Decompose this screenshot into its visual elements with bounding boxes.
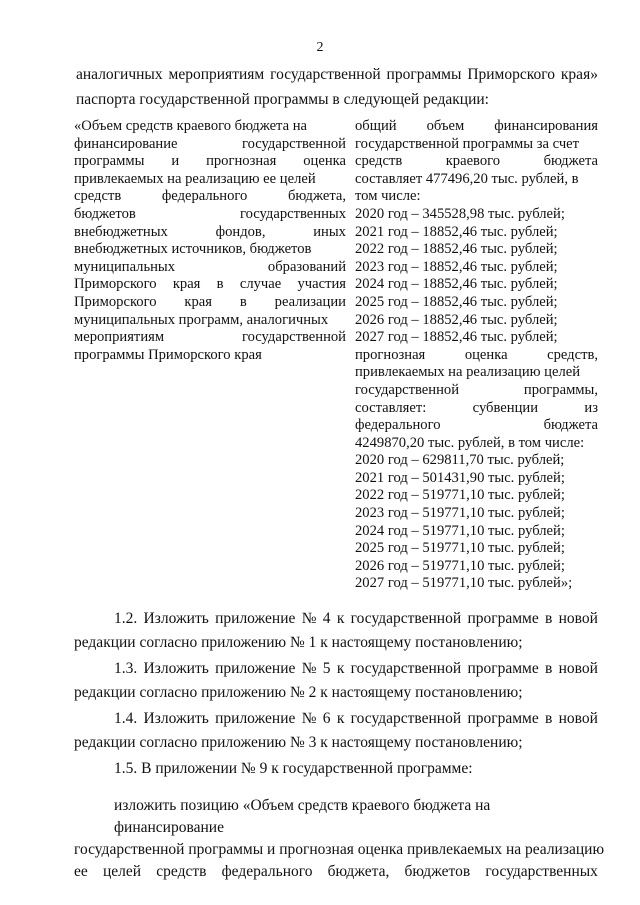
paragraph-first-line: 1.3. Изложить приложение № 5 к государственной программе в новой <box>114 660 598 677</box>
paragraph-continuation-line: редакции согласно приложению № 1 к настоящему постановлению; <box>74 634 523 651</box>
passport-left-line: бюджетов государственных <box>74 205 346 222</box>
page-number: 2 <box>316 40 324 55</box>
passport-right-line: 2022 год – 519771,10 тыс. рублей; <box>355 487 565 504</box>
paragraph-1-2 <box>74 607 598 655</box>
passport-right-line: 2020 год – 345528,98 тыс. рублей; <box>355 205 565 222</box>
intro-line-2: паспорта государственной программы в следующей редакции: <box>76 91 489 108</box>
paragraph-continuation-line: редакции согласно приложению № 3 к настоящему постановлению; <box>74 734 523 751</box>
passport-right-line: 2027 год – 519771,10 тыс. рублей»; <box>355 575 573 592</box>
passport-right-line: 2023 год – 18852,46 тыс. рублей; <box>355 258 558 275</box>
passport-left-line: привлекаемых на реализацию ее целей <box>74 170 316 187</box>
passport-left-line: муниципальных программ, аналогичных <box>74 311 329 328</box>
passport-left-line: программы и прогнозная оценка <box>74 153 346 170</box>
passport-left-line: программы Приморского края <box>74 346 262 363</box>
passport-left-line: Приморского края в реализации <box>74 293 346 310</box>
paragraph-continuation-line: редакции согласно приложению № 2 к настоящему постановлению; <box>74 684 523 701</box>
passport-right-line: 2024 год – 18852,46 тыс. рублей; <box>355 276 558 293</box>
final-paragraph-line-1: изложить позицию «Объем средств краевого бюджета на финансирование <box>114 797 491 836</box>
passport-left-line: внебюджетных источников, бюджетов <box>74 241 312 258</box>
passport-right-line: 2027 год – 18852,46 тыс. рублей; <box>355 329 558 346</box>
passport-right-line: общий объем финансирования <box>355 118 598 134</box>
passport-left-line: финансирование государственной <box>74 135 346 152</box>
passport-right-line: 4249870,20 тыс. рублей, в том числе: <box>355 434 585 451</box>
passport-left-line: муниципальных образований <box>74 258 346 275</box>
final-paragraph-line-2: государственной программы и прогнозная оценка привлекаемых на реализацию <box>74 841 605 858</box>
passport-right-line: государственной программы, <box>355 381 598 398</box>
passport-left-line: мероприятиям государственной <box>74 329 346 346</box>
intro-line-1: аналогичных мероприятиям государственной программы Приморского края» <box>76 66 598 83</box>
passport-right-line: составляет 477496,20 тыс. рублей, в <box>355 170 579 187</box>
passport-right-line: 2022 год – 18852,46 тыс. рублей; <box>355 241 558 258</box>
passport-right-line: государственной программы за счет <box>355 135 580 152</box>
passport-right-line: 2026 год – 18852,46 тыс. рублей; <box>355 311 558 328</box>
passport-left-line: «Объем средств краевого бюджета на <box>74 118 308 134</box>
final-paragraph <box>74 795 605 883</box>
passport-right-line: том числе: <box>355 188 421 205</box>
passport-left-line: внебюджетных фондов, иных <box>74 223 346 240</box>
paragraph-1-4 <box>74 707 598 755</box>
final-paragraph-line-3: ее целей средств федерального бюджета, бюджетов государственных <box>74 863 598 880</box>
passport-right-line: 2023 год – 519771,10 тыс. рублей; <box>355 505 565 522</box>
paragraph-1-5-text: 1.5. В приложении № 9 к государственной программе: <box>114 760 473 777</box>
passport-right-line: 2020 год – 629811,70 тыс. рублей; <box>355 452 565 469</box>
paragraph-1-3 <box>74 657 598 705</box>
passport-right-line: 2021 год – 501431,90 тыс. рублей; <box>355 469 565 486</box>
passport-left-line: средств федерального бюджета, <box>74 188 346 205</box>
passport-right-line: 2025 год – 519771,10 тыс. рублей; <box>355 540 565 557</box>
paragraph-1-5 <box>74 757 598 781</box>
passport-right-line: прогнозная оценка средств, <box>355 346 598 363</box>
passport-right-line: средств краевого бюджета <box>355 153 598 170</box>
passport-right-line: 2025 год – 18852,46 тыс. рублей; <box>355 293 558 310</box>
paragraph-first-line: 1.4. Изложить приложение № 6 к государственной программе в новой <box>114 710 598 727</box>
passport-right-line: составляет: субвенции из <box>355 399 598 416</box>
paragraph-first-line: 1.2. Изложить приложение № 4 к государственной программе в новой <box>114 610 598 627</box>
passport-right-column <box>355 118 598 593</box>
passport-right-line: 2026 год – 519771,10 тыс. рублей; <box>355 557 565 574</box>
passport-right-line: привлекаемых на реализацию целей <box>355 364 581 381</box>
passport-right-line: 2024 год – 519771,10 тыс. рублей; <box>355 522 565 539</box>
passport-left-line: Приморского края в случае участия <box>74 276 346 293</box>
passport-right-line: федерального бюджета <box>355 417 598 434</box>
passport-left-column <box>74 118 346 364</box>
passport-right-line: 2021 год – 18852,46 тыс. рублей; <box>355 223 558 240</box>
